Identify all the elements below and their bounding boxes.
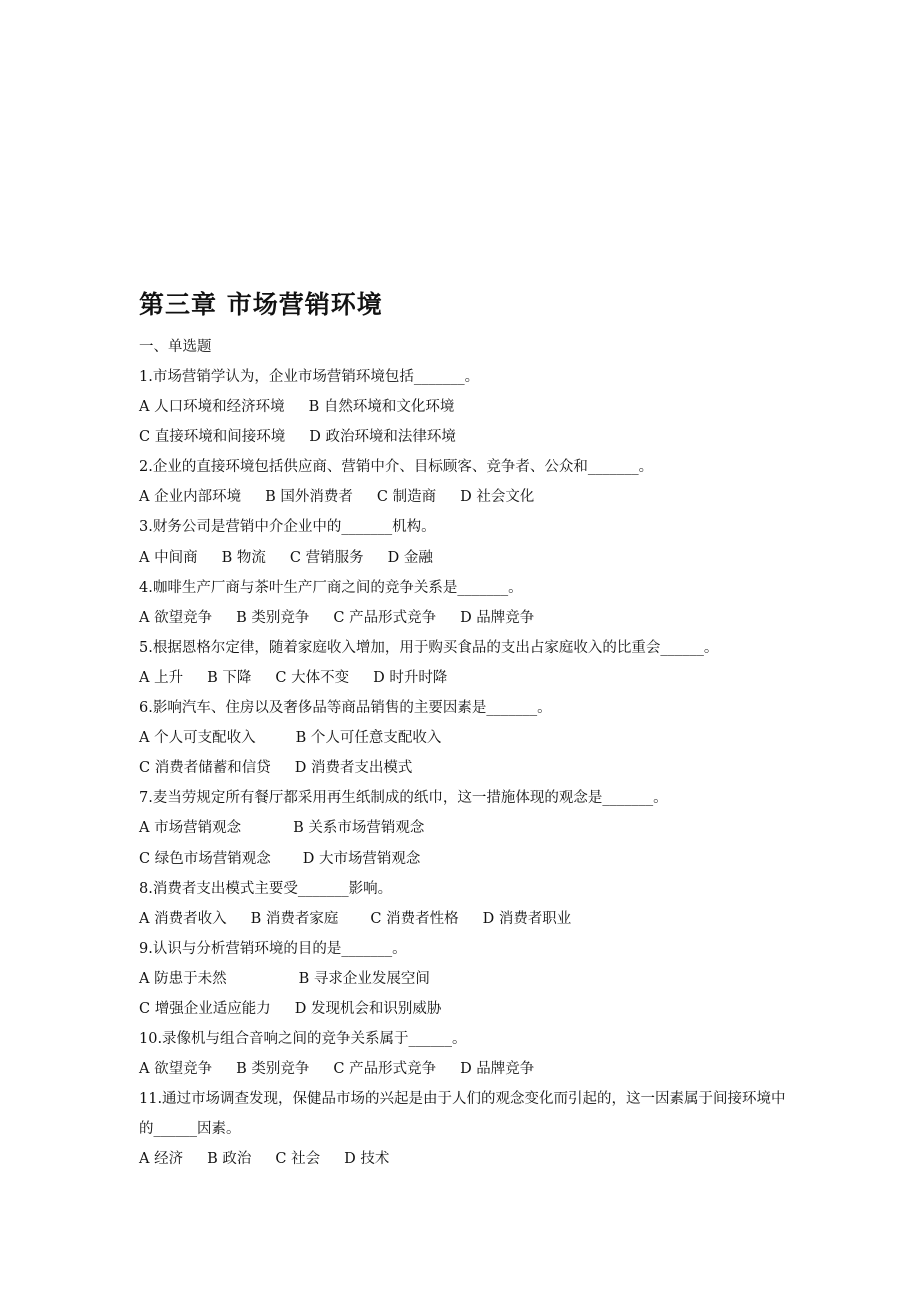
answer-option: B 类别竞争 bbox=[236, 1061, 310, 1078]
option-row bbox=[139, 663, 799, 693]
answer-option: C 社会 bbox=[275, 1151, 321, 1168]
question-stem: 2.企业的直接环境包括供应商、营销中介、目标顾客、竞争者、公众和_______。 bbox=[139, 459, 654, 476]
answer-option: C 产品形式竞争 bbox=[333, 1061, 437, 1078]
answer-option: C 消费者性格 bbox=[370, 910, 459, 927]
answer-option: D 消费者职业 bbox=[482, 910, 572, 927]
answer-option: A 欲望竞争 bbox=[139, 609, 213, 626]
question-stem: 10.录像机与组合音响之间的竞争关系属于______。 bbox=[139, 1031, 467, 1048]
question-stem: 4.咖啡生产厂商与茶叶生产厂商之间的竞争关系是_______。 bbox=[139, 579, 523, 596]
question-stem: 6.影响汽车、住房以及奢侈品等商品销售的主要因素是_______。 bbox=[139, 700, 552, 717]
answer-option: C 消费者储蓄和信贷 bbox=[139, 760, 271, 777]
answer-option: C 营销服务 bbox=[289, 549, 364, 566]
option-row bbox=[139, 844, 799, 874]
answer-option: B 类别竞争 bbox=[236, 609, 310, 626]
option-row bbox=[139, 482, 799, 512]
question-stem: 11.通过市场调查发现，保健品市场的兴起是由于人们的观念变化而引起的，这一因素属于间接环境中的______因素。 bbox=[139, 1091, 786, 1138]
answer-option: B 个人可任意支配收入 bbox=[295, 730, 442, 747]
answer-option: B 国外消费者 bbox=[265, 489, 353, 506]
question-stem: 5.根据恩格尔定律，随着家庭收入增加，用于购买食品的支出占家庭收入的比重会______。 bbox=[139, 639, 719, 656]
answer-option: C 绿色市场营销观念 bbox=[139, 850, 271, 867]
answer-option: C 直接环境和间接环境 bbox=[139, 429, 286, 446]
option-row bbox=[139, 723, 799, 753]
answer-option: D 社会文化 bbox=[460, 489, 535, 506]
answer-option: A 上升 bbox=[139, 669, 184, 686]
question-stem: 8.消费者支出模式主要受_______影响。 bbox=[139, 880, 393, 897]
question-list bbox=[139, 362, 799, 1175]
answer-option: C 产品形式竞争 bbox=[333, 609, 437, 626]
answer-option: D 消费者支出模式 bbox=[294, 760, 413, 777]
answer-option: B 寻求企业发展空间 bbox=[298, 970, 430, 987]
answer-option: B 下降 bbox=[207, 669, 252, 686]
option-row bbox=[139, 994, 799, 1024]
answer-option: B 消费者家庭 bbox=[250, 910, 339, 927]
option-row bbox=[139, 964, 799, 994]
answer-option: D 品牌竞争 bbox=[460, 1061, 535, 1078]
answer-option: D 时升时降 bbox=[373, 669, 448, 686]
answer-option: B 物流 bbox=[221, 549, 266, 566]
option-row bbox=[139, 813, 799, 843]
answer-option: A 防患于未然 bbox=[139, 970, 227, 987]
answer-option: D 品牌竞争 bbox=[460, 609, 535, 626]
question-stem: 9.认识与分析营销环境的目的是_______。 bbox=[139, 940, 407, 957]
answer-option: B 自然环境和文化环境 bbox=[308, 399, 455, 416]
option-row bbox=[139, 543, 799, 573]
question-stem: 7.麦当劳规定所有餐厅都采用再生纸制成的纸巾，这一措施体现的观念是_______。 bbox=[139, 790, 668, 807]
answer-option: B 关系市场营销观念 bbox=[293, 820, 425, 837]
question-stem: 1.市场营销学认为，企业市场营销环境包括_______。 bbox=[139, 369, 480, 385]
answer-option: A 消费者收入 bbox=[139, 910, 227, 927]
answer-option: B 政治 bbox=[207, 1151, 252, 1168]
answer-option: D 金融 bbox=[387, 549, 433, 566]
answer-option: C 制造商 bbox=[376, 489, 437, 506]
answer-option: A 市场营销观念 bbox=[139, 820, 242, 837]
answer-option: A 经济 bbox=[139, 1151, 184, 1168]
option-row bbox=[139, 392, 799, 422]
chapter-title: 第三章 市场营销环境 bbox=[139, 290, 383, 319]
option-row bbox=[139, 1144, 799, 1174]
option-row bbox=[139, 753, 799, 783]
document-page bbox=[139, 288, 799, 1175]
answer-option: A 企业内部环境 bbox=[139, 489, 242, 506]
answer-option: A 人口环境和经济环境 bbox=[139, 399, 285, 416]
answer-option: D 技术 bbox=[344, 1151, 390, 1168]
answer-option: D 发现机会和识别威胁 bbox=[294, 1000, 442, 1017]
option-row bbox=[139, 904, 799, 934]
answer-option: D 政治环境和法律环境 bbox=[309, 429, 456, 446]
answer-option: C 大体不变 bbox=[275, 669, 350, 686]
option-row bbox=[139, 603, 799, 633]
question-stem: 3.财务公司是营销中介企业中的_______机构。 bbox=[139, 519, 436, 536]
option-row bbox=[139, 422, 799, 452]
answer-option: A 个人可支配收入 bbox=[139, 730, 256, 747]
answer-option: A 欲望竞争 bbox=[139, 1061, 213, 1078]
option-row bbox=[139, 1054, 799, 1084]
answer-option: D 大市场营销观念 bbox=[302, 850, 421, 867]
answer-option: C 增强企业适应能力 bbox=[139, 1000, 271, 1017]
section-title: 一、单选题 bbox=[139, 339, 212, 355]
answer-option: A 中间商 bbox=[139, 549, 198, 566]
